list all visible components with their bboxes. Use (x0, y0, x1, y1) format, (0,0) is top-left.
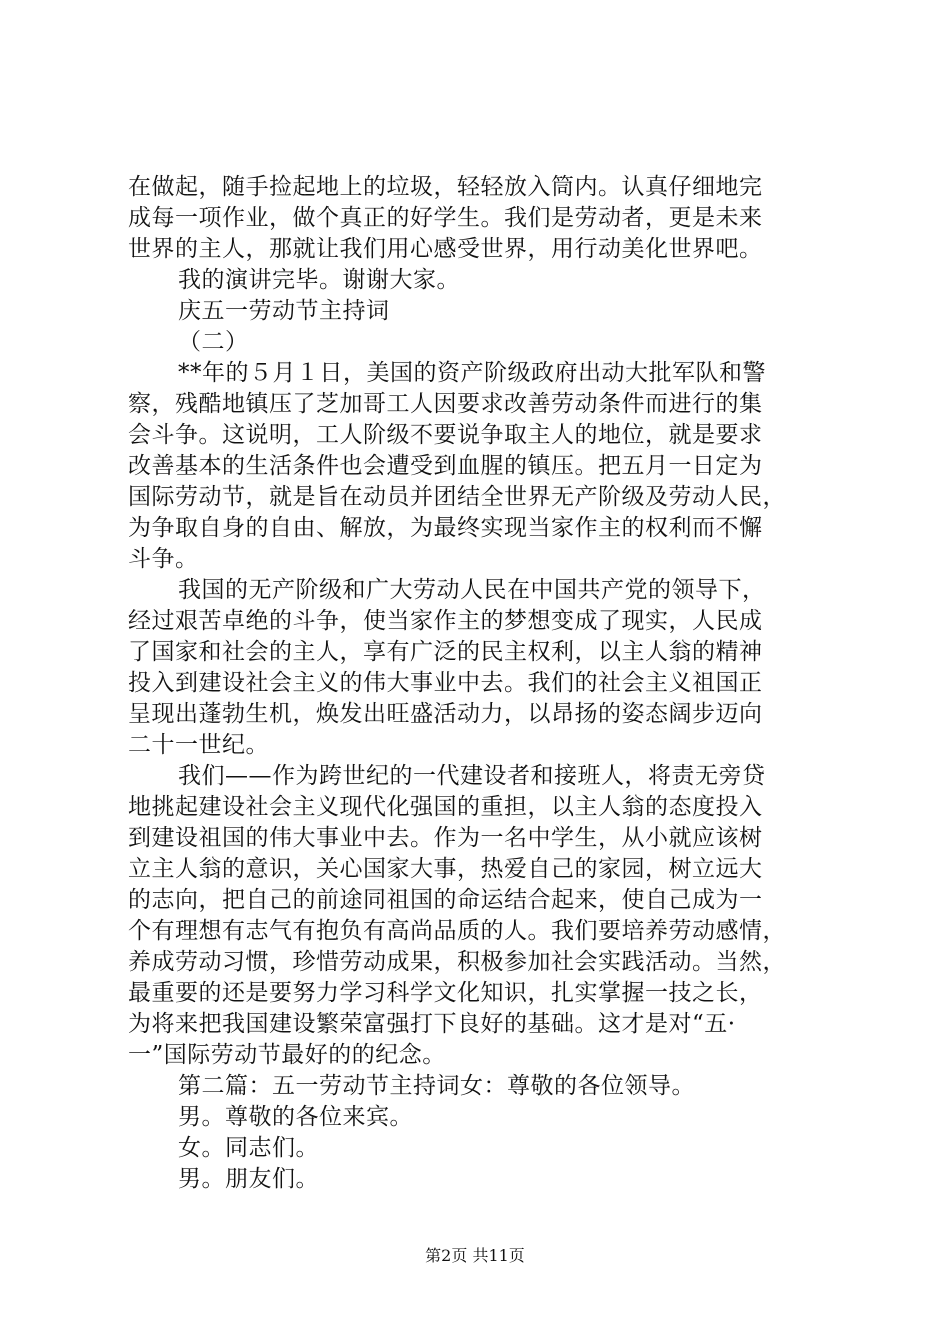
text-line: 庆五一劳动节主持词 (178, 298, 390, 324)
document-body (128, 172, 828, 1195)
text-line: 呈现出蓬勃生机，焕发出旺盛活动力，以昂扬的姿态阔步迈向 (128, 701, 763, 727)
text-line: 立主人翁的意识，关心国家大事，热爱自己的家园，树立远大 (128, 856, 763, 882)
text-line: 斗争。 (128, 546, 199, 572)
text-line: 女。同志们。 (178, 1135, 319, 1161)
text-line: 我国的无产阶级和广大劳动人民在中国共产党的领导下， (178, 577, 766, 603)
text-line: 为将来把我国建设繁荣富强打下良好的基础。这才是对“五· (128, 1011, 736, 1037)
text-line: 一”国际劳动节最好的的纪念。 (128, 1042, 446, 1068)
text-line: 世界的主人，那就让我们用心感受世界，用行动美化世界吧。 (128, 236, 763, 262)
text-line: 个有理想有志气有抱负有高尚品质的人。我们要培养劳动感情， (128, 918, 786, 944)
text-line: 二十一世纪。 (128, 732, 269, 758)
text-line: 经过艰苦卓绝的斗争，使当家作主的梦想变成了现实，人民成 (128, 608, 763, 634)
text-line: 了国家和社会的主人，享有广泛的民主权利，以主人翁的精神 (128, 639, 763, 665)
text-line: 改善基本的生活条件也会遭受到血腥的镇压。把五月一日定为 (128, 453, 763, 479)
text-line: 在做起，随手捡起地上的垃圾，轻轻放入筒内。认真仔细地完 (128, 174, 763, 200)
text-line: 最重要的还是要努力学习科学文化知识，扎实掌握一技之长， (128, 980, 763, 1006)
text-line: 我的演讲完毕。谢谢大家。 (178, 267, 460, 293)
text-line: 国际劳动节，就是旨在动员并团结全世界无产阶级及劳动人民， (128, 484, 786, 510)
text-line: 男。尊敬的各位来宾。 (178, 1104, 413, 1130)
text-line: 养成劳动习惯，珍惜劳动成果，积极参加社会实践活动。当然， (128, 949, 786, 975)
text-line: 为争取自身的自由、解放，为最终实现当家作主的权利而不懈 (128, 515, 763, 541)
text-line: 男。朋友们。 (178, 1166, 319, 1192)
text-line: 到建设祖国的伟大事业中去。作为一名中学生，从小就应该树 (128, 825, 763, 851)
text-line: 成每一项作业，做个真正的好学生。我们是劳动者，更是未来 (128, 205, 763, 231)
text-line: 地挑起建设社会主义现代化强国的重担，以主人翁的态度投入 (128, 794, 763, 820)
text-line: （二） (178, 329, 249, 355)
page-footer: 第2页 共11页 (425, 1246, 525, 1265)
text-line: 会斗争。这说明，工人阶级不要说争取主人的地位，就是要求 (128, 422, 763, 448)
text-line: **年的５月１日，美国的资产阶级政府出动大批军队和警 (178, 360, 766, 386)
text-line: 的志向，把自己的前途同祖国的命运结合起来，使自己成为一 (128, 887, 763, 913)
text-line: 第二篇：五一劳动节主持词女：尊敬的各位领导。 (178, 1073, 695, 1099)
text-line: 察，残酷地镇压了芝加哥工人因要求改善劳动条件而进行的集 (128, 391, 763, 417)
text-line: 投入到建设社会主义的伟大事业中去。我们的社会主义祖国正 (128, 670, 763, 696)
text-line: 我们——作为跨世纪的一代建设者和接班人，将责无旁贷 (178, 763, 766, 789)
